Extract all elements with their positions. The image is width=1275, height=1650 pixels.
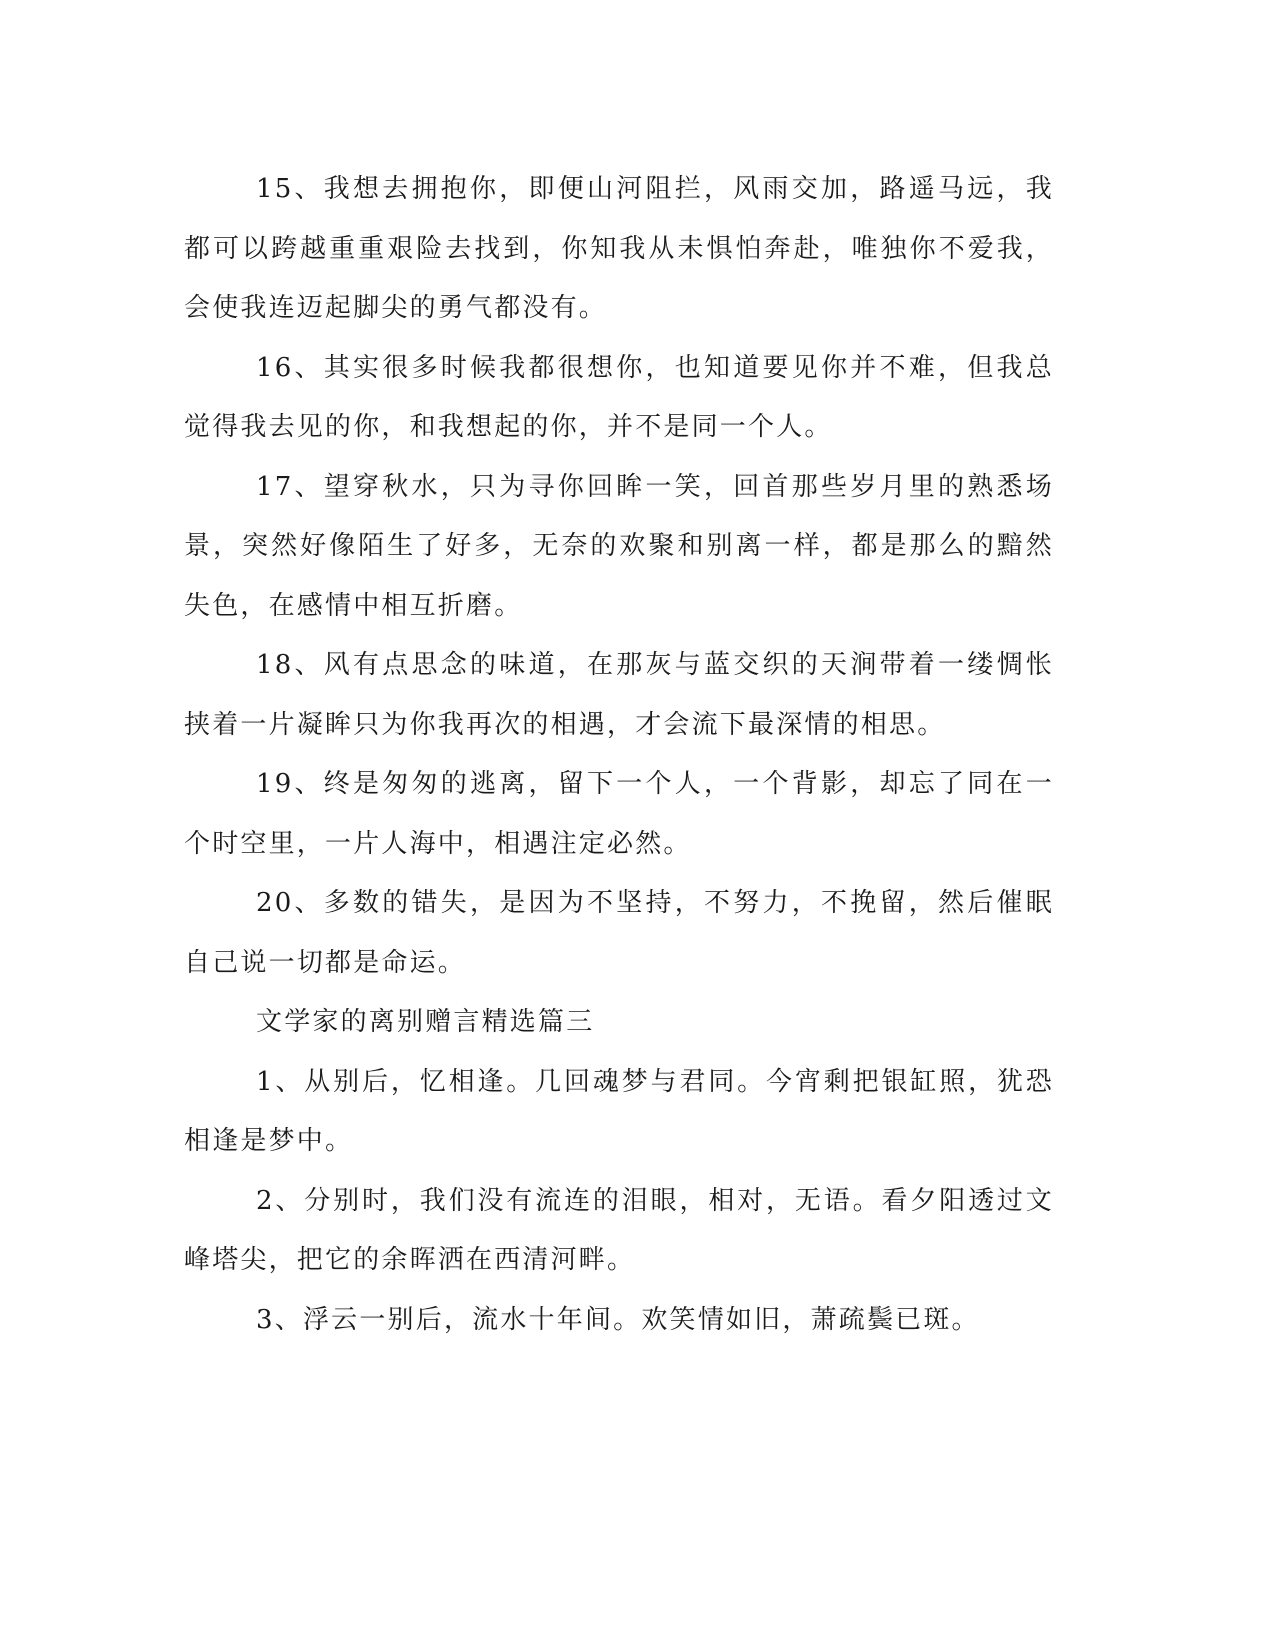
quote-paragraph-17: 17、望穿秋水，只为寻你回眸一笑，回首那些岁月里的熟悉场景，突然好像陌生了好多，无奈的欢聚和别离一样，都是那么的黯然失色，在感情中相互折磨。	[184, 471, 1054, 621]
section-quote-1: 1、从别后，忆相逢。几回魂梦与君同。今宵剩把银缸照，犹恐相逢是梦中。	[184, 1066, 1054, 1156]
quote-paragraph-18: 18、风有点思念的味道，在那灰与蓝交织的天涧带着一缕惆怅挟着一片凝眸只为你我再次的相遇，才会流下最深情的相思。	[184, 650, 1054, 740]
document-body	[184, 160, 1054, 1350]
quote-paragraph-15: 15、我想去拥抱你，即便山河阻拦，风雨交加，路遥马远，我都可以跨越重重艰险去找到，你知我从未惧怕奔赴，唯独你不爱我，会使我连迈起脚尖的勇气都没有。	[184, 174, 1054, 323]
quote-paragraph-20: 20、多数的错失，是因为不坚持，不努力，不挽留，然后催眠自己说一切都是命运。	[184, 888, 1054, 978]
section-heading: 文学家的离别赠言精选篇三	[256, 1007, 595, 1037]
quote-paragraph-16: 16、其实很多时候我都很想你，也知道要见你并不难，但我总觉得我去见的你，和我想起的你，并不是同一个人。	[184, 352, 1054, 442]
section-quote-3: 3、浮云一别后，流水十年间。欢笑情如旧，萧疏鬓已斑。	[256, 1304, 980, 1335]
section-quote-2: 2、分别时，我们没有流连的泪眼，相对，无语。看夕阳透过文峰塔尖，把它的余晖洒在西清河畔。	[184, 1185, 1054, 1275]
quote-paragraph-19: 19、终是匆匆的逃离，留下一个人，一个背影，却忘了同在一个时空里，一片人海中，相遇注定必然。	[184, 769, 1054, 859]
